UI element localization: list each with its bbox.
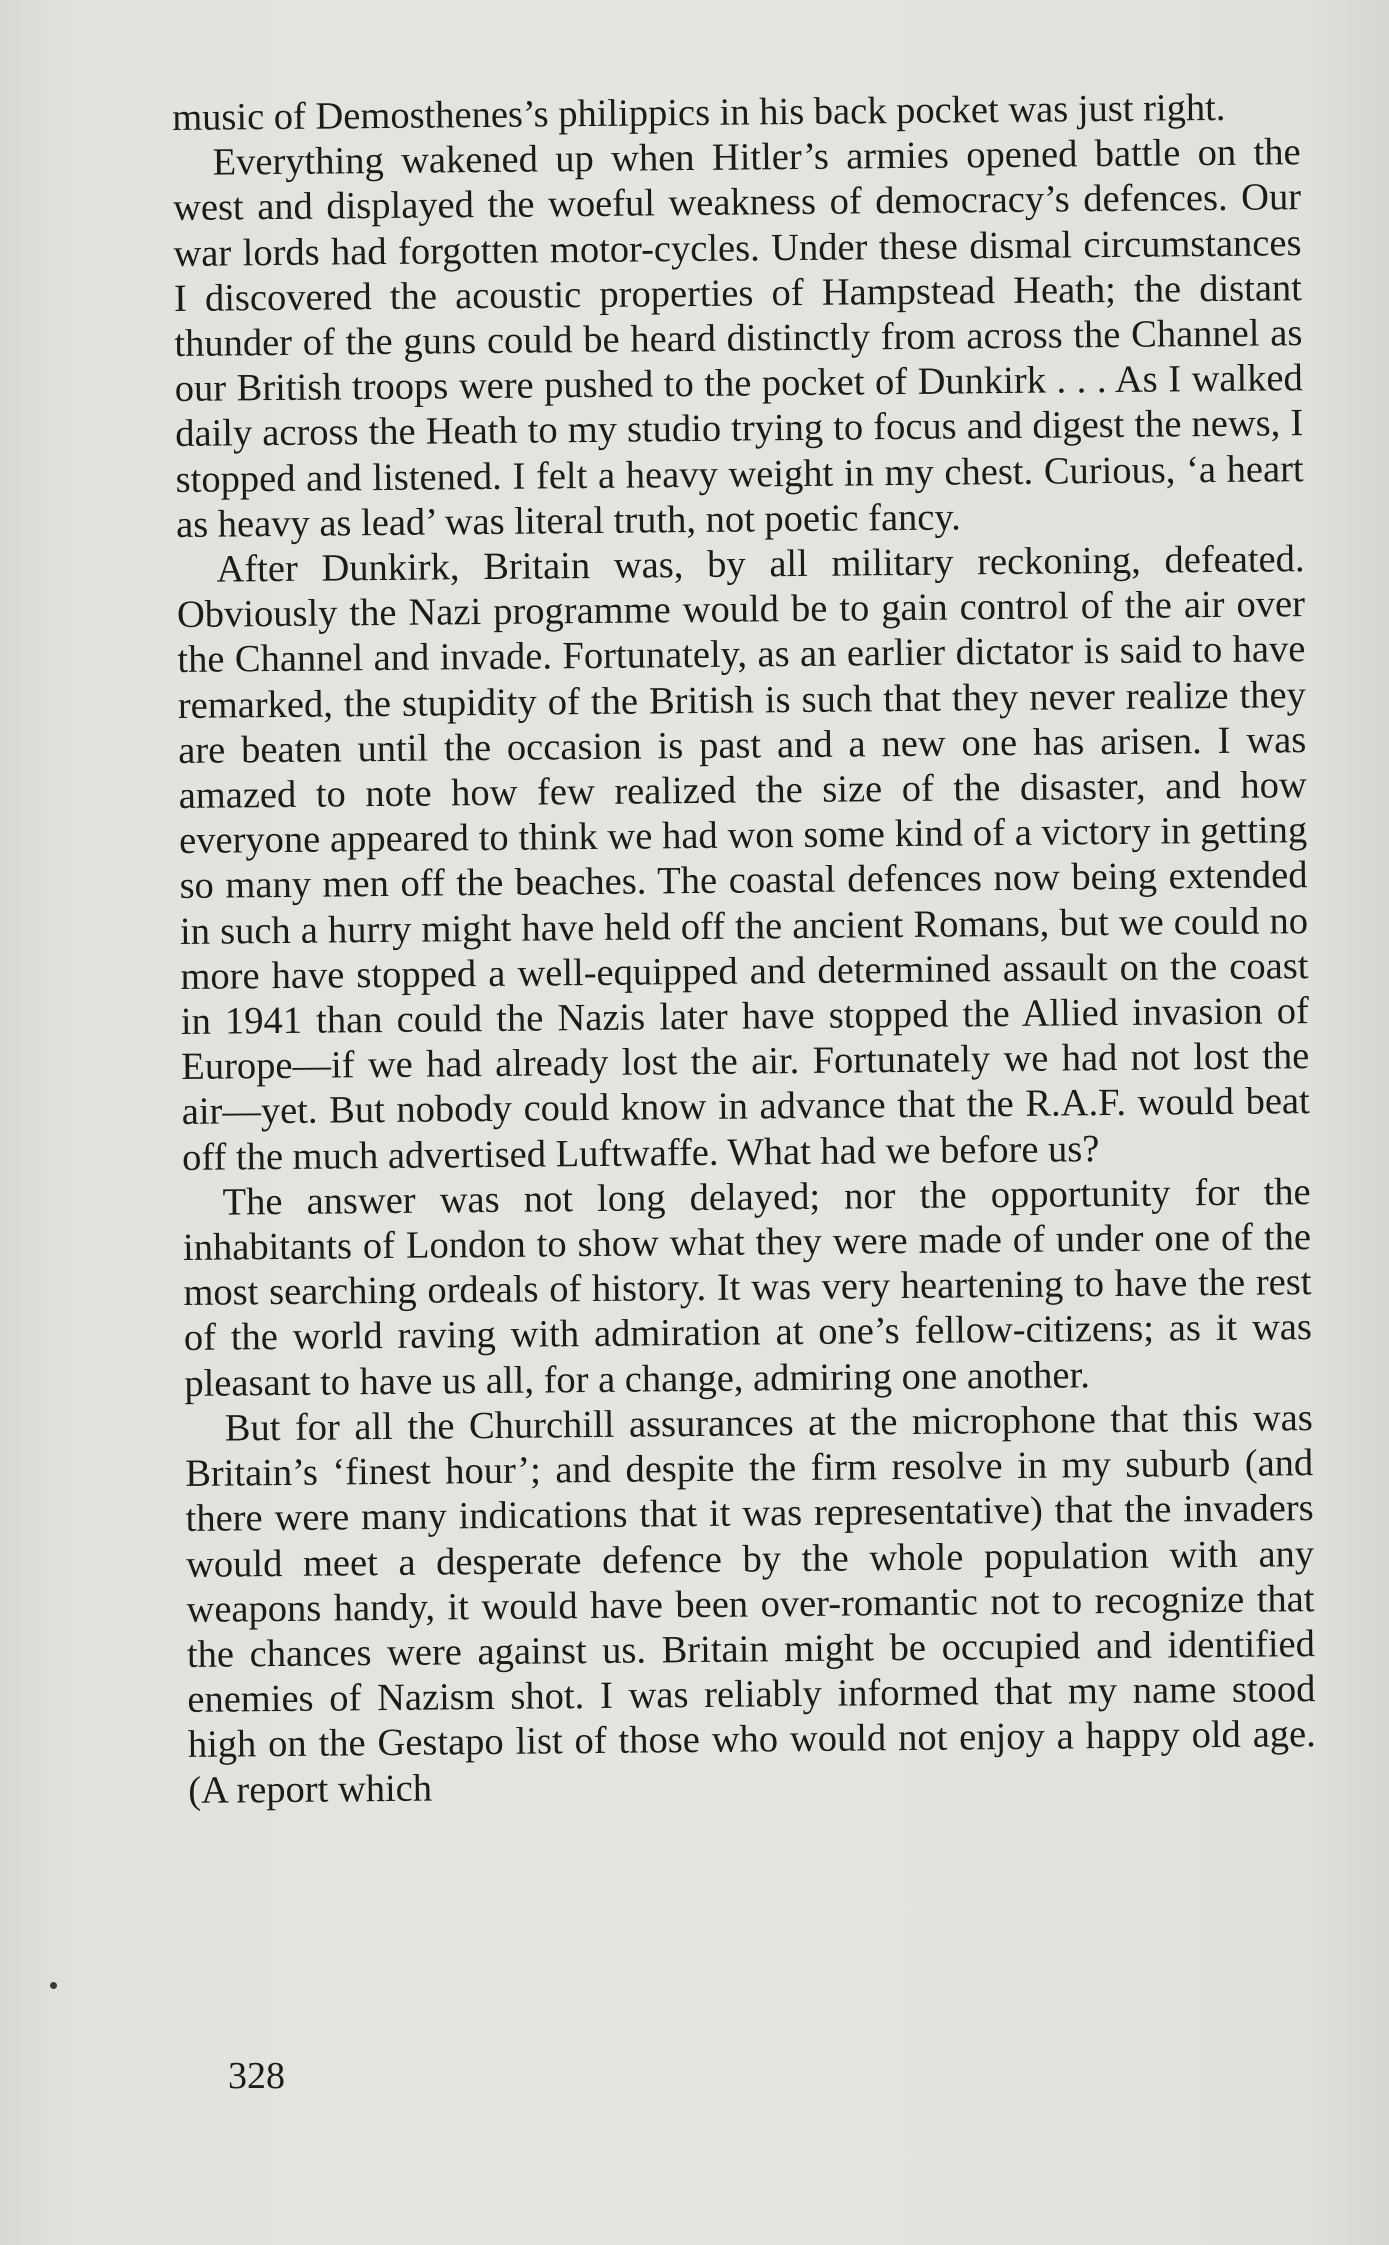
paper-speck xyxy=(50,1982,57,1989)
paragraph: After Dunkirk, Britain was, by all military reckoning, defeated. Obviously the Nazi programme would be to gain control of the air over the Channel and invade. Fortunately, as an earlier dictator is said to have remarked, the stupidity of the British is such that they never realize they are beaten until the occasion is past and a new one has arisen. I was amazed to note how few realized the size of the disaster, and how everyone appeared to think we had won some kind of a victory in getting so many men off the beaches. The coastal defences now being extended in such a hurry might have held off the ancient Romans, but we could no more have stopped a well-equipped and determined assault on the coast in 1941 than could the Nazis later have stopped the Allied invasion of Europe—if we had already lost the air. Fortunately we had not lost the air—yet. But nobody could know in advance that the R.A.F. would beat off the much advertised Luftwaffe. What had we before us? xyxy=(176,538,1310,1179)
paragraph: music of Demosthenes’s philippics in his back pocket was just right. xyxy=(172,86,1226,139)
paragraph: The answer was not long delayed; nor the opportunity for the inhabitants of London to show what they were made of under one of the most searching ordeals of history. It was very heartening to have the rest of the world raving with admiration at one’s fellow-citizens; as it was pleasant to have us all, for a change, admiring one another. xyxy=(182,1170,1313,1405)
paragraph: Everything wakened up when Hitler’s armies opened battle on the west and displayed the woeful weakness of democracy’s defences. Our war lords had forgotten motor-cycles. Under these dismal circumstances I discovered the acoustic properties of Hampstead Heath; the distant thunder of the guns could be heard distinctly from across the Channel as our British troops were pushed to the pocket of Dunkirk . . . As I walked daily across the Heath to my studio trying to focus and digest the news, I stopped and listened. I felt a heavy weight in my chest. Curious, ‘a heart as heavy as lead’ was literal truth, not poetic fancy. xyxy=(172,131,1304,546)
paragraph: But for all the Churchill assurances at the microphone that this was Britain’s ‘finest hour’; and despite the firm resolve in my suburb (and there were many indications that it was representative) that the invaders would meet a desperate defence by the whole population with any weapons handy, it would have been over-romantic not to recognize that the chances were against us. Britain might be occupied and identified enemies of Nazism shot. I was reliably informed that my name stood high on the Gestapo list of those who would not enjoy a happy old age. (A report which xyxy=(185,1397,1316,1812)
body-text xyxy=(172,85,1316,1813)
page-number: 328 xyxy=(228,2055,285,2097)
